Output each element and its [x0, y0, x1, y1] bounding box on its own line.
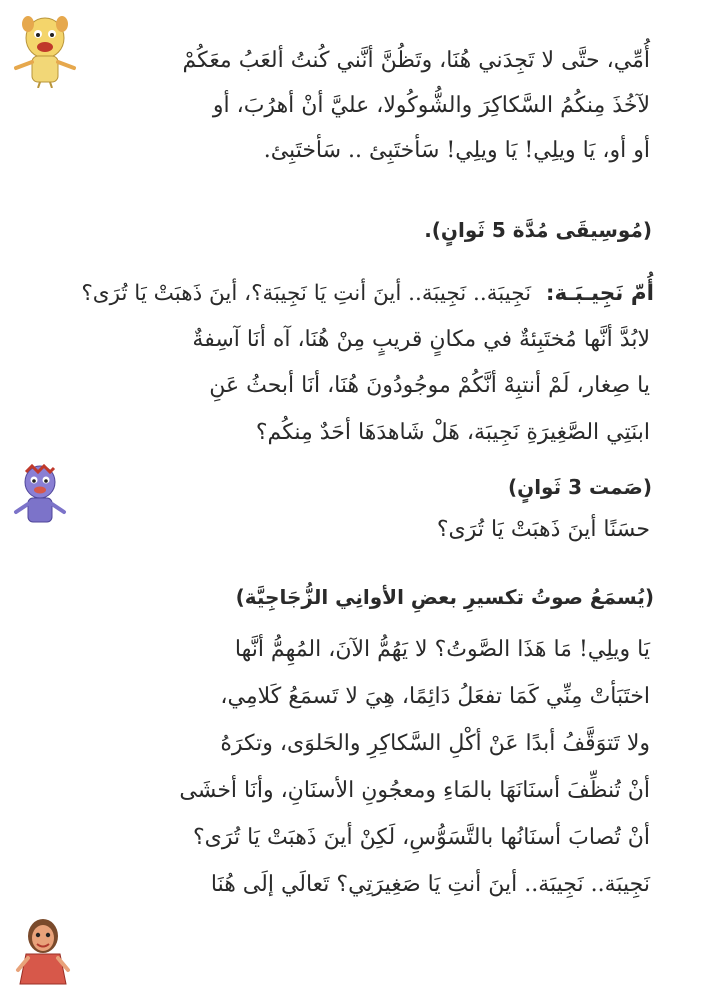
- text-line: لابُدَّ أنَّها مُختَبِئةٌ في مكانٍ قريبٍ مِنْ هُنَا، آه أنَا آسِفةٌ: [192, 327, 650, 352]
- text-line: لآخُذَ مِنكُمُ السَّكاكِرَ والشُّوكُولا، عليَّ أنْ أهرُبَ، أو: [212, 93, 650, 118]
- yellow-puppet-icon: [10, 10, 80, 88]
- text-line: أنْ تُصابَ أسنَانُها بالتَّسَوُّسِ، لَكِنْ أينَ ذَهبَتْ يَا تُرَى؟: [192, 825, 650, 850]
- text-line: أو أو، يَا ويلِي! يَا ويلِي! سَأختَبِئ .. سَأختَبِئ.: [263, 138, 650, 163]
- stage-direction: (مُوسِيقَى مُدَّة 5 ثَوانٍ).: [424, 218, 652, 242]
- stage-direction: (يُسمَعُ صوتُ تكسيرِ بعضِ الأوانِي الزُّجَاجِيَّة): [235, 585, 654, 609]
- text-line: اختَبَأتْ مِنِّي كَمَا تفعَلُ دَائِمًا، هِيَ لا تَسمَعُ كَلامِي،: [220, 684, 650, 709]
- text-line: أُمِّي، حتَّى لا تَجِدَني هُنَا، وتَظُنَّ أنَّني كُنتُ ألعَبُ معَكُمْ: [182, 48, 650, 73]
- text-line: حسَنًا أينَ ذَهبَتْ يَا تُرَى؟: [436, 517, 650, 542]
- text-line: ولا تَتوَقَّفُ أبدًا عَنْ أكْلِ السَّكاكِرِ والحَلوَى، وتكرَهُ: [220, 731, 650, 756]
- text-line: يَا ويلِي! مَا هَذَا الصَّوتُ؟ لا يَهُمُّ الآنَ، المُهِمُّ أنَّها: [234, 637, 650, 662]
- text-line: أنْ تُنظِّفَ أسنَانَهَا بالمَاءِ ومعجُونِ الأسنَانِ، وأنَا أخشَى: [179, 778, 650, 803]
- text-line: ابنَتِي الصَّغِيرَةِ نَجِيبَة، هَلْ شَاهدَهَا أحَدٌ مِنكُم؟: [255, 420, 650, 445]
- text-line: نَجِيبَة.. نَجِيبَة.. أينَ أنتِ يَا صَغِيرَتِي؟ تَعالَي إلَى هُنَا: [210, 872, 650, 897]
- dialogue-line: [81, 279, 654, 309]
- speaker-name: أُمّ نَجِيـبَـة:: [545, 281, 654, 306]
- pause-direction: (صَمت 3 ثَوانٍ): [507, 475, 652, 499]
- dialogue-text: نَجِيبَة.. نَجِيبَة.. أينَ أنتِ يَا نَجِيبَة؟، أينَ ذَهبَتْ يَا تُرَى؟: [81, 281, 532, 306]
- text-line: يا صِغار، لَمْ أنتبِهْ أنَّكُمْ موجُودُونَ هُنَا، أنَا أبحثُ عَنِ: [209, 373, 650, 398]
- purple-puppet-icon: [10, 462, 70, 528]
- mother-puppet-icon: [14, 916, 72, 986]
